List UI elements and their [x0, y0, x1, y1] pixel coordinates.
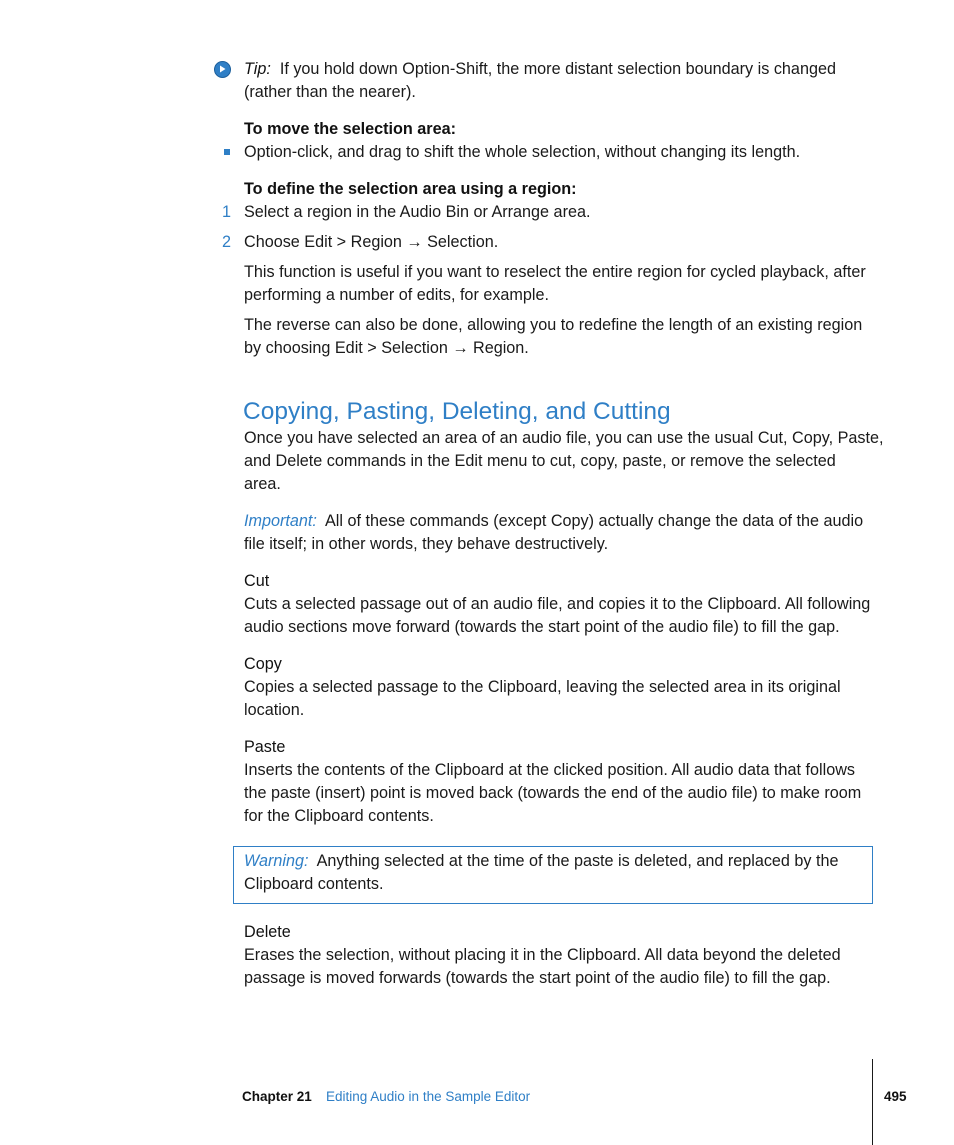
- important-line-2: file itself; in other words, they behave destructively.: [244, 535, 609, 553]
- move-selection-heading: To move the selection area:: [244, 120, 457, 138]
- delete-line2: passage is moved forwards (towards the start point of the audio file) to fill the gap.: [244, 969, 831, 987]
- important-text-line1: All of these commands (except Copy) actually change the data of the audio: [325, 512, 864, 530]
- term-paste: Paste: [244, 738, 286, 756]
- define-para1-line2: performing a number of edits, for example.: [244, 286, 550, 304]
- cut-line1: Cuts a selected passage out of an audio file, and copies it to the Clipboard. All following: [244, 595, 871, 613]
- section-intro-line1: Once you have selected an area of an audio file, you can use the usual Cut, Copy, Paste,: [244, 429, 884, 447]
- important-label: Important:: [244, 512, 317, 530]
- define-selection-heading: To define the selection area using a region:: [244, 180, 577, 198]
- paste-line3: for the Clipboard contents.: [244, 807, 434, 825]
- tip-line-2: (rather than the nearer).: [244, 83, 416, 101]
- term-copy: Copy: [244, 655, 282, 673]
- section-intro-line2: and Delete commands in the Edit menu to cut, copy, paste, or remove the selected: [244, 452, 836, 470]
- step-number-2: 2: [222, 233, 232, 251]
- define-para2-line1: The reverse can also be done, allowing you to redefine the length of an existing region: [244, 316, 863, 334]
- move-selection-bullet: Option-click, and drag to shift the whole selection, without changing its length.: [244, 143, 801, 161]
- define-para2-line2: by choosing Edit > Selection → Region.: [244, 339, 529, 357]
- square-bullet-icon: [224, 149, 230, 155]
- step-number-1: 1: [222, 203, 232, 221]
- important-line-1: [244, 510, 863, 533]
- copy-line2: location.: [244, 701, 305, 719]
- section-title: Copying, Pasting, Deleting, and Cutting: [243, 398, 671, 425]
- section-intro-line3: area.: [244, 475, 281, 493]
- warning-text-line1: Anything selected at the time of the paste is deleted, and replaced by the: [316, 852, 839, 870]
- warning-line-1: [244, 850, 839, 873]
- step-text-1: Select a region in the Audio Bin or Arrange area.: [244, 203, 591, 221]
- tip-label: Tip:: [244, 60, 271, 78]
- footer-chapter-title: Editing Audio in the Sample Editor: [326, 1089, 531, 1104]
- step-text-2: Choose Edit > Region → Selection.: [244, 233, 499, 251]
- delete-line1: Erases the selection, without placing it in the Clipboard. All data beyond the deleted: [244, 946, 841, 964]
- tip-icon: [214, 61, 231, 78]
- tip-line-1: [244, 58, 836, 81]
- paste-line1: Inserts the contents of the Clipboard at the clicked position. All audio data that follows: [244, 761, 855, 779]
- cut-line2: audio sections move forward (towards the start point of the audio file) to fill the gap.: [244, 618, 840, 636]
- warning-line-2: Clipboard contents.: [244, 875, 384, 893]
- define-para1-line1: This function is useful if you want to reselect the entire region for cycled playback, after: [244, 263, 866, 281]
- warning-label: Warning:: [244, 852, 309, 870]
- footer-divider: [872, 1059, 873, 1145]
- paste-line2: the paste (insert) point is moved back (towards the end of the audio file) to make room: [244, 784, 862, 802]
- footer-chapter: Chapter 21: [242, 1089, 312, 1104]
- term-cut: Cut: [244, 572, 270, 590]
- tip-text-line1: If you hold down Option-Shift, the more distant selection boundary is changed: [279, 60, 836, 78]
- term-delete: Delete: [244, 923, 291, 941]
- copy-line1: Copies a selected passage to the Clipboard, leaving the selected area in its original: [244, 678, 841, 696]
- footer-page-number: 495: [884, 1089, 907, 1104]
